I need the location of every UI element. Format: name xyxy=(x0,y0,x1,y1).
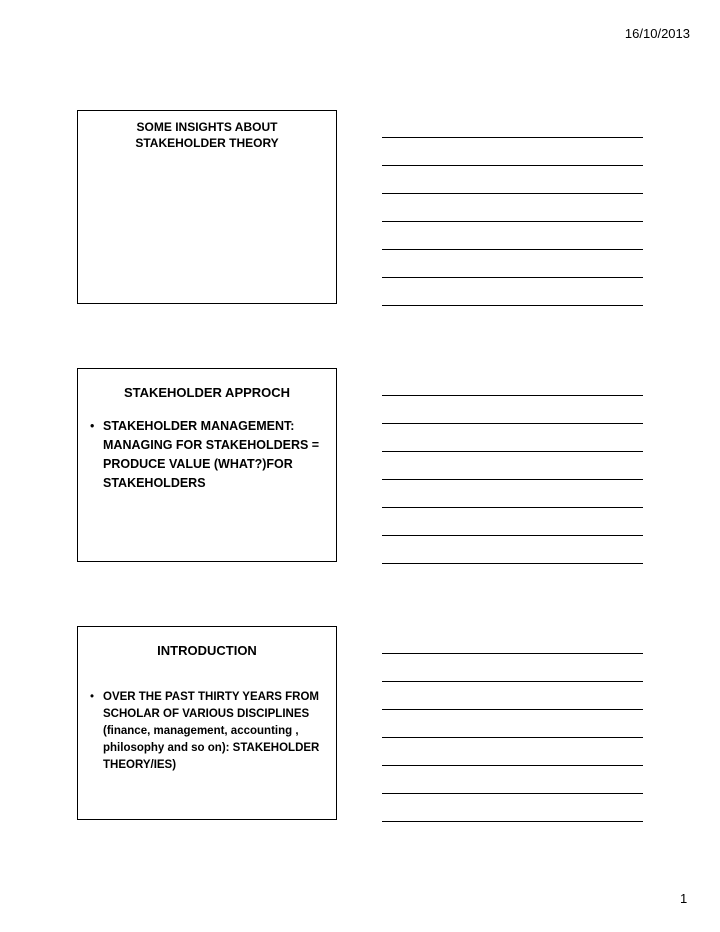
note-line xyxy=(382,710,643,738)
note-line xyxy=(382,794,643,822)
notes-lines-1 xyxy=(382,110,643,306)
slide-2-thumbnail xyxy=(77,368,337,562)
slide-3-title: INTRODUCTION xyxy=(157,643,257,658)
note-line xyxy=(382,654,643,682)
slide-2-bullets xyxy=(78,417,336,493)
note-line xyxy=(382,166,643,194)
slide-1-thumbnail xyxy=(77,110,337,304)
note-line xyxy=(382,222,643,250)
note-line xyxy=(382,424,643,452)
slide-1-title: SOME INSIGHTS ABOUT STAKEHOLDER THEORY xyxy=(135,120,279,150)
notes-lines-2 xyxy=(382,368,643,564)
slide-3-thumbnail xyxy=(77,626,337,820)
slide-3-bullets xyxy=(78,689,336,774)
note-line xyxy=(382,194,643,222)
note-line xyxy=(382,480,643,508)
note-line xyxy=(382,508,643,536)
note-line xyxy=(382,738,643,766)
note-line xyxy=(382,626,643,654)
note-line xyxy=(382,682,643,710)
slide-2-title: STAKEHOLDER APPROCH xyxy=(123,385,291,400)
note-line xyxy=(382,110,643,138)
note-line xyxy=(382,452,643,480)
note-line xyxy=(382,278,643,306)
print-date: 16/10/2013 xyxy=(624,26,690,41)
note-line xyxy=(382,766,643,794)
note-line xyxy=(382,250,643,278)
note-line xyxy=(382,536,643,564)
note-line xyxy=(382,138,643,166)
note-line xyxy=(382,368,643,396)
bullet-item: • STAKEHOLDER MANAGEMENT: MANAGING FOR STAKEHOLDERS = PRODUCE VALUE (WHAT?)FOR STAKEHOLDERS xyxy=(78,417,336,493)
notes-lines-3 xyxy=(382,626,643,822)
bullet-item: • OVER THE PAST THIRTY YEARS FROM SCHOLAR OF VARIOUS DISCIPLINES (finance, management, accounting , philosophy and so on): STAKEHOLDER THEORY/IES) xyxy=(78,689,336,774)
page-number: 1 xyxy=(680,891,688,906)
note-line xyxy=(382,396,643,424)
